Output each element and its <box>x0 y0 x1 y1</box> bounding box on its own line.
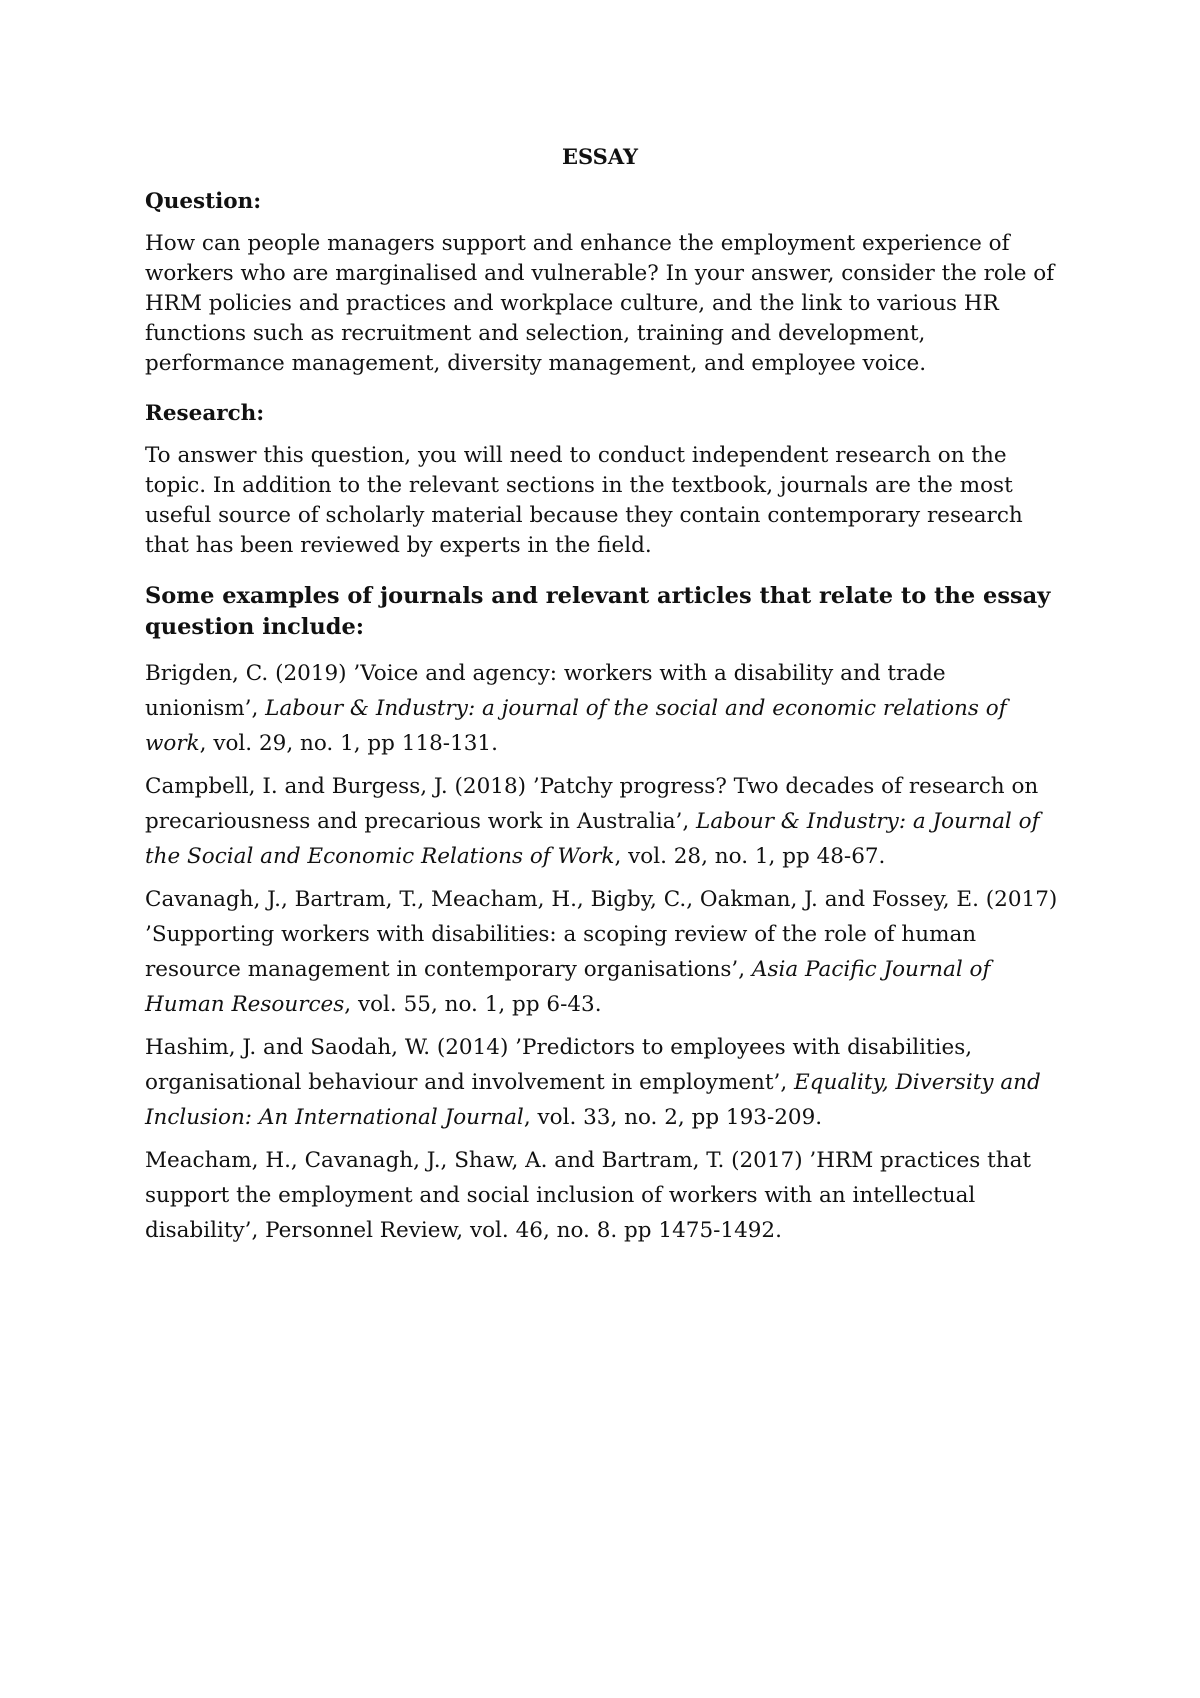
reference-details: , vol. 28, no. 1, pp 48-67. <box>614 844 886 869</box>
reference-journal: Equality, Diversity and Inclusion: An International Journal <box>145 1070 1041 1130</box>
document-body <box>145 187 1065 1248</box>
reference-details: , vol. 55, no. 1, pp 6-43. <box>344 992 602 1017</box>
document-title: ESSAY <box>561 144 639 169</box>
reference-details: , vol. 33, no. 2, pp 193-209. <box>523 1105 823 1130</box>
examples-heading: Some examples of journals and relevant articles that relate to the essay question include: <box>145 583 1051 640</box>
reference-item <box>145 1030 1065 1135</box>
reference-journal: Asia Pacific Journal of Human Resources <box>145 957 991 1017</box>
reference-list <box>145 656 1065 1248</box>
reference-text: Brigden, C. (2019) ’Voice and agency: workers with a disability and trade unionism’, <box>145 661 946 721</box>
reference-details: , vol. 29, no. 1, pp 118-131. <box>199 731 498 756</box>
reference-item <box>145 769 1065 874</box>
reference-text: Hashim, J. and Saodah, W. (2014) ’Predictors to employees with disabilities, organisational behaviour and involvement in employment’, <box>145 1035 973 1095</box>
reference-item <box>145 656 1065 761</box>
reference-journal: Labour & Industry: a journal of the social and economic relations of work <box>145 696 1007 756</box>
reference-item <box>145 882 1065 1022</box>
research-text: To answer this question, you will need to conduct independent research on the topic. In addition to the relevant sections in the textbook, journals are the most useful source of scholarly material because they contain contemporary research that has been reviewed by experts in the field. <box>145 443 1023 558</box>
reference-item <box>145 1143 1065 1248</box>
reference-text: Campbell, I. and Burgess, J. (2018) ’Patchy progress? Two decades of research on precariousness and precarious work in Australia’, <box>145 774 1039 834</box>
question-heading: Question: <box>145 189 262 214</box>
reference-journal: Labour & Industry: a Journal of the Social and Economic Relations of Work <box>145 809 1040 869</box>
research-heading: Research: <box>145 401 265 426</box>
question-text: How can people managers support and enhance the employment experience of workers who are marginalised and vulnerable? In your answer, consider the role of HRM policies and practices and workplace culture, and the link to various HR functions such as recruitment and selection, training and development, performance management, diversity management, and employee voice. <box>145 231 1055 376</box>
reference-text: Cavanagh, J., Bartram, T., Meacham, H., Bigby, C., Oakman, J. and Fossey, E. (2017) ’Supporting workers with disabilities: a scoping review of the role of human resource management in contemporary organisations’, <box>145 887 1058 982</box>
reference-text: Meacham, H., Cavanagh, J., Shaw, A. and Bartram, T. (2017) ’HRM practices that support the employment and social inclusion of workers with an intellectual disability’, Personnel Review, vol. 46, no. 8. pp 1475-1492. <box>145 1148 1032 1243</box>
